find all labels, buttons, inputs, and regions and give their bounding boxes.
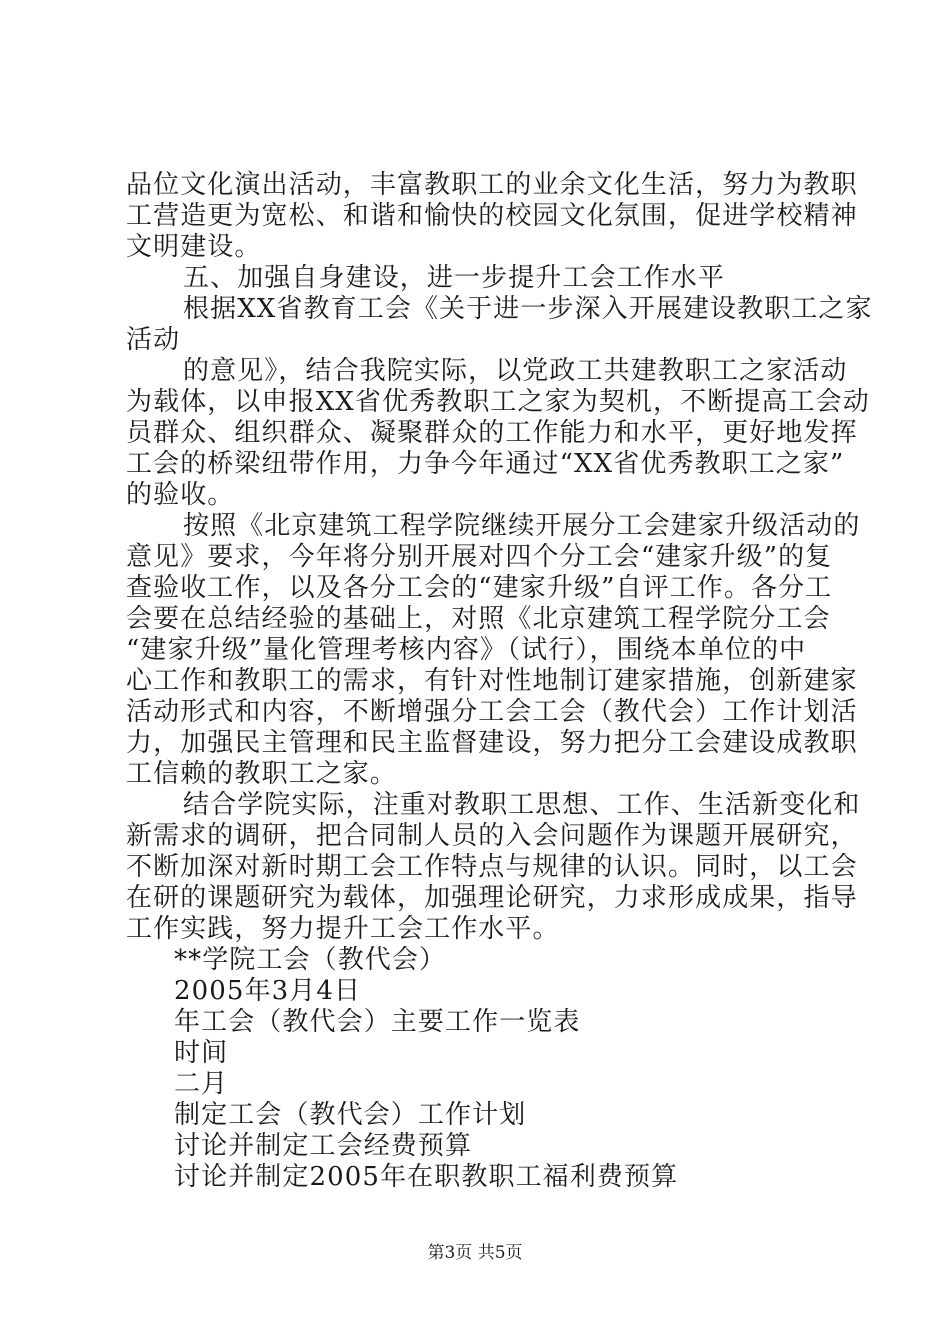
text-line: 活动形式和内容，不断增强分工会工会（教代会）工作计划活 xyxy=(126,697,858,727)
text-line: 工会的桥梁纽带作用，力争今年通过“XX省优秀教职工之家” xyxy=(126,449,845,479)
text-line: 二月 xyxy=(174,1069,229,1099)
text-line: 工营造更为宽松、和谐和愉快的校园文化氛围，促进学校精神 xyxy=(126,201,858,231)
text-line: **学院工会（教代会） xyxy=(174,945,447,975)
text-line: 结合学院实际，注重对教职工思想、工作、生活新变化和 xyxy=(183,790,861,820)
text-line: 活动 xyxy=(126,325,181,355)
text-line: 的意见》，结合我院实际，以党政工共建教职工之家活动 xyxy=(183,356,848,386)
text-line: 品位文化演出活动，丰富教职工的业余文化生活，努力为教职 xyxy=(126,170,858,200)
document-body xyxy=(126,170,873,1193)
text-line: 查验收工作，以及各分工会的“建家升级”自评工作。各分工 xyxy=(126,573,833,603)
text-line: 根据XX省教育工会《关于进一步深入开展建设教职工之家 xyxy=(183,294,873,324)
text-line: 新需求的调研，把合同制人员的入会问题作为课题开展研究， xyxy=(126,821,858,851)
text-line: 按照《北京建筑工程学院继续开展分工会建家升级活动的 xyxy=(183,511,861,541)
text-line: 的验收。 xyxy=(126,480,235,510)
text-line: 文明建设。 xyxy=(126,232,262,262)
text-line: 力，加强民主管理和民主监督建设，努力把分工会建设成教职 xyxy=(126,728,858,758)
text-line: 工作实践，努力提升工会工作水平。 xyxy=(126,914,560,944)
text-line: 会要在总结经验的基础上，对照《北京建筑工程学院分工会 xyxy=(126,604,831,634)
text-line: 为载体，以申报XX省优秀教职工之家为契机，不断提高工会动 xyxy=(126,387,870,417)
page-footer: 第3页 共5页 xyxy=(427,1243,523,1263)
text-line: 意见》要求，今年将分别开展对四个分工会“建家升级”的复 xyxy=(126,542,833,572)
text-line: 工信赖的教职工之家。 xyxy=(126,759,398,789)
text-line: 制定工会（教代会）工作计划 xyxy=(174,1100,527,1130)
text-line: 年工会（教代会）主要工作一览表 xyxy=(174,1007,581,1037)
text-line: 讨论并制定2005年在职教职工福利费预算 xyxy=(174,1162,679,1192)
text-line: 在研的课题研究为载体，加强理论研究，力求形成成果，指导 xyxy=(126,883,858,913)
text-line: 时间 xyxy=(174,1038,229,1068)
text-line: 讨论并制定工会经费预算 xyxy=(174,1131,473,1161)
text-line: 2005年3月4日 xyxy=(174,976,362,1006)
text-line: “建家升级”量化管理考核内容》（试行），围绕本单位的中 xyxy=(126,635,807,665)
text-line: 心工作和教职工的需求，有针对性地制订建家措施，创新建家 xyxy=(126,666,858,696)
text-line: 五、加强自身建设，进一步提升工会工作水平 xyxy=(183,263,726,293)
text-line: 员群众、组织群众、凝聚群众的工作能力和水平，更好地发挥 xyxy=(126,418,858,448)
text-line: 不断加深对新时期工会工作特点与规律的认识。同时，以工会 xyxy=(126,852,858,882)
